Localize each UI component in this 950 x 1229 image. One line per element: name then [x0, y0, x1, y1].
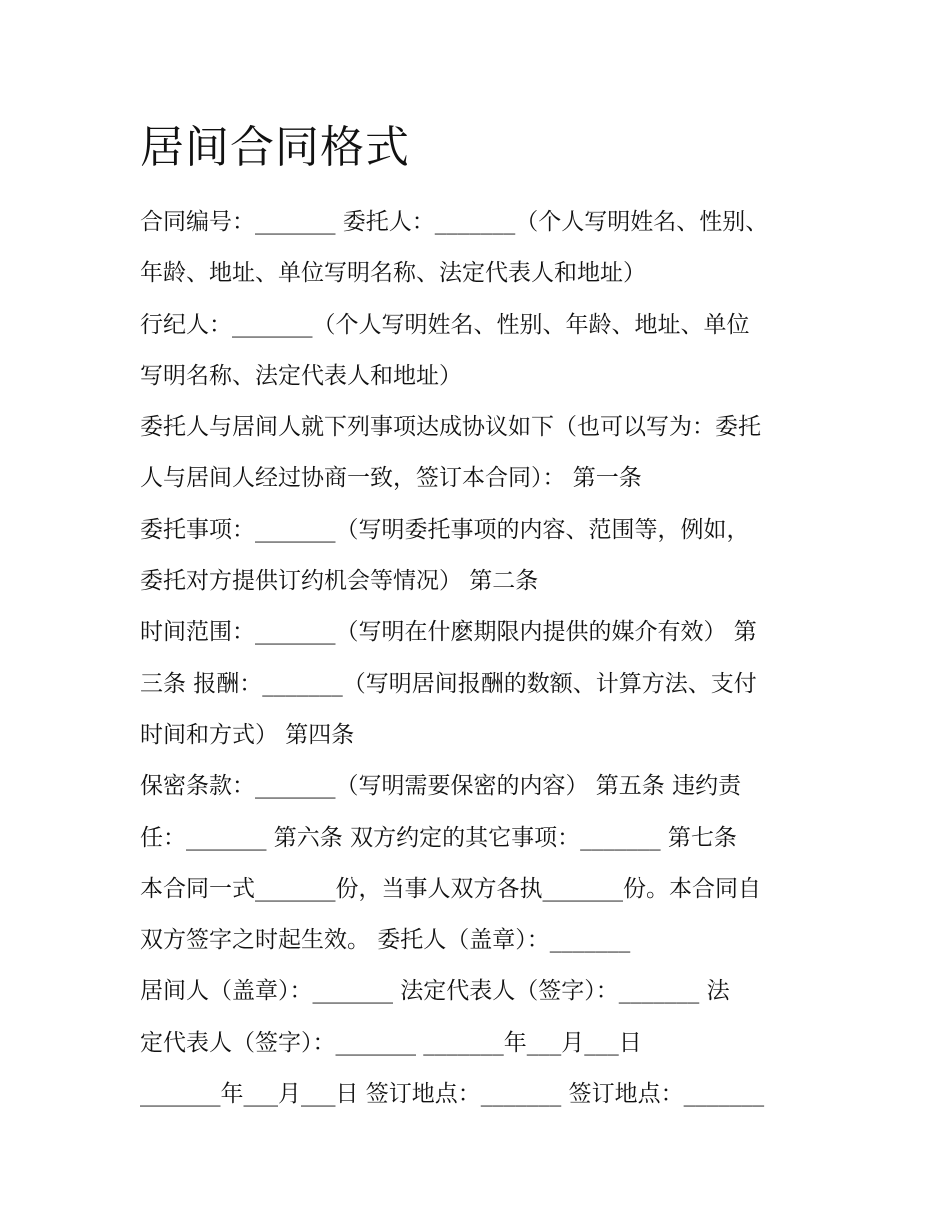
text-line: 保密条款：_______（写明需要保密的内容） 第五条 违约责 — [140, 773, 742, 800]
text-line: 任：_______ 第六条 双方约定的其它事项：_______ 第七条 — [140, 824, 737, 851]
text-line: 委托人与居间人就下列事项达成协议如下（也可以写为：委托 — [140, 414, 761, 441]
text-line: 合同编号：_______ 委托人：_______（个人写明姓名、性别、 — [140, 209, 769, 235]
text-line: 定代表人（签字）：_______ _______年___月___日 — [140, 1029, 642, 1056]
text-line: 居间人（盖章）：_______ 法定代表人（签字）：_______ 法 — [140, 978, 730, 1005]
text-line: 行纪人：_______（个人写明姓名、性别、年龄、地址、单位 — [140, 311, 750, 338]
text-line: 本合同一式_______份，当事人双方各执_______份。本合同自 — [140, 875, 761, 902]
text-line: 委托对方提供订约机会等情况） 第二条 — [140, 568, 539, 595]
text-line: 写明名称、法定代表人和地址） — [140, 362, 462, 389]
text-line: 时间范围：_______（写明在什麽期限内提供的媒介有效） 第 — [140, 619, 757, 646]
text-line: 人与居间人经过协商一致，签订本合同）： 第一条 — [140, 465, 642, 492]
document-title: 居间合同格式 — [140, 122, 410, 173]
document-body — [140, 197, 830, 1120]
text-line: 年龄、地址、单位写明名称、法定代表人和地址） — [140, 260, 646, 287]
text-line: _______年___月___日 签订地点：_______ 签订地点：_______ — [140, 1081, 765, 1108]
text-line: 委托事项：_______（写明委托事项的内容、范围等，例如， — [140, 516, 750, 543]
text-line: 三条 报酬：_______（写明居间报酬的数额、计算方法、支付 — [140, 670, 757, 697]
text-line: 时间和方式） 第四条 — [140, 721, 355, 748]
text-line: 双方签字之时起生效。 委托人（盖章）：_______ — [140, 927, 631, 954]
